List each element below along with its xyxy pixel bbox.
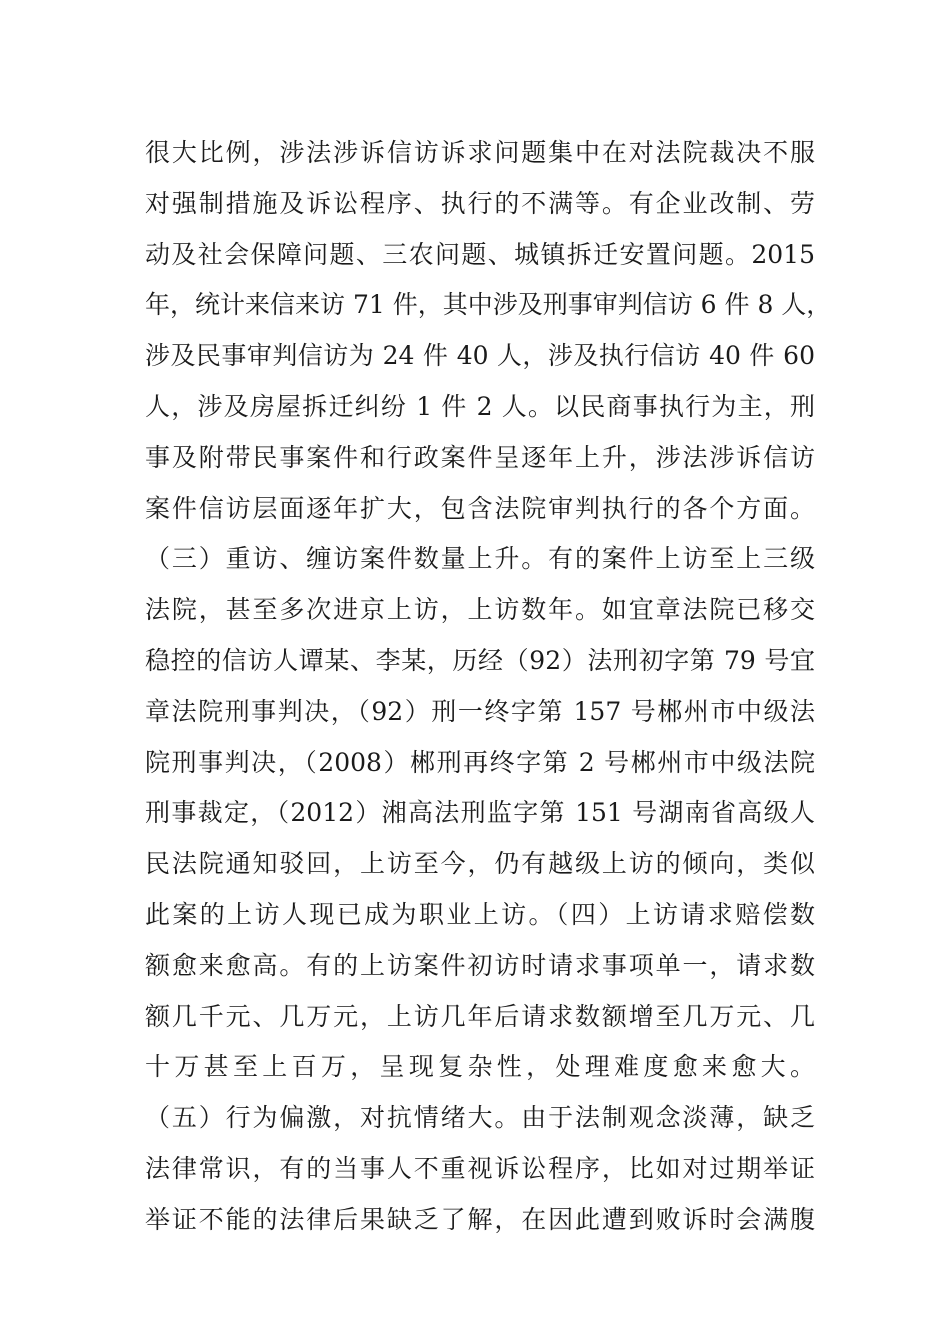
text-line-15: 民法院通知驳回，上访至今，仍有越级上访的倾向，类似 [145, 849, 815, 879]
text-line-5: 涉及民事审判信访为 24 件 40 人，涉及执行信访 40 件 60 [145, 341, 815, 371]
text-line-12: 章法院刑事判决，（92）刑一终字第 157 号郴州市中级法 [145, 696, 815, 726]
text-line-1: 很大比例，涉法涉诉信访诉求问题集中在对法院裁决不服 [145, 138, 815, 167]
body-text [145, 128, 832, 1246]
text-line-9: （三）重访、缠访案件数量上升。有的案件上访至上三级 [145, 544, 815, 574]
text-line-2: 对强制措施及诉讼程序、执行的不满等。有企业改制、劳 [145, 188, 815, 218]
text-line-8: 案件信访层面逐年扩大，包含法院审判执行的各个方面。 [145, 493, 815, 523]
text-line-10: 法院，甚至多次进京上访，上访数年。如宜章法院已移交 [145, 595, 815, 625]
text-line-22: 举证不能的法律后果缺乏了解，在因此遭到败诉时会满腹 [145, 1204, 815, 1234]
text-line-13: 院刑事判决，（2008）郴刑再终字第 2 号郴州市中级法院 [145, 747, 815, 777]
text-line-6: 人，涉及房屋拆迁纠纷 1 件 2 人。以民商事执行为主，刑 [145, 391, 815, 421]
text-line-17: 额愈来愈高。有的上访案件初访时请求事项单一，请求数 [145, 950, 815, 980]
text-line-21: 法律常识，有的当事人不重视诉讼程序，比如对过期举证 [145, 1153, 815, 1183]
text-line-19: 十万甚至上百万，呈现复杂性，处理难度愈来愈大。 [145, 1052, 815, 1082]
text-line-4: 年，统计来信来访 71 件，其中涉及刑事审判信访 6 件 8 人， [145, 290, 832, 320]
text-line-3: 动及社会保障问题、三农问题、城镇拆迁安置问题。2015 [145, 239, 815, 269]
text-line-16: 此案的上访人现已成为职业上访。（四）上访请求赔偿数 [145, 899, 815, 929]
text-line-20: （五）行为偏激，对抗情绪大。由于法制观念淡薄，缺乏 [145, 1103, 815, 1133]
text-line-11: 稳控的信访人谭某、李某，历经（92）法刑初字第 79 号宜 [145, 645, 815, 675]
text-line-14: 刑事裁定，（2012）湘高法刑监字第 151 号湖南省高级人 [145, 798, 815, 828]
text-line-18: 额几千元、几万元，上访几年后请求数额增至几万元、几 [145, 1001, 815, 1031]
text-line-7: 事及附带民事案件和行政案件呈逐年上升，涉法涉诉信访 [145, 442, 815, 472]
